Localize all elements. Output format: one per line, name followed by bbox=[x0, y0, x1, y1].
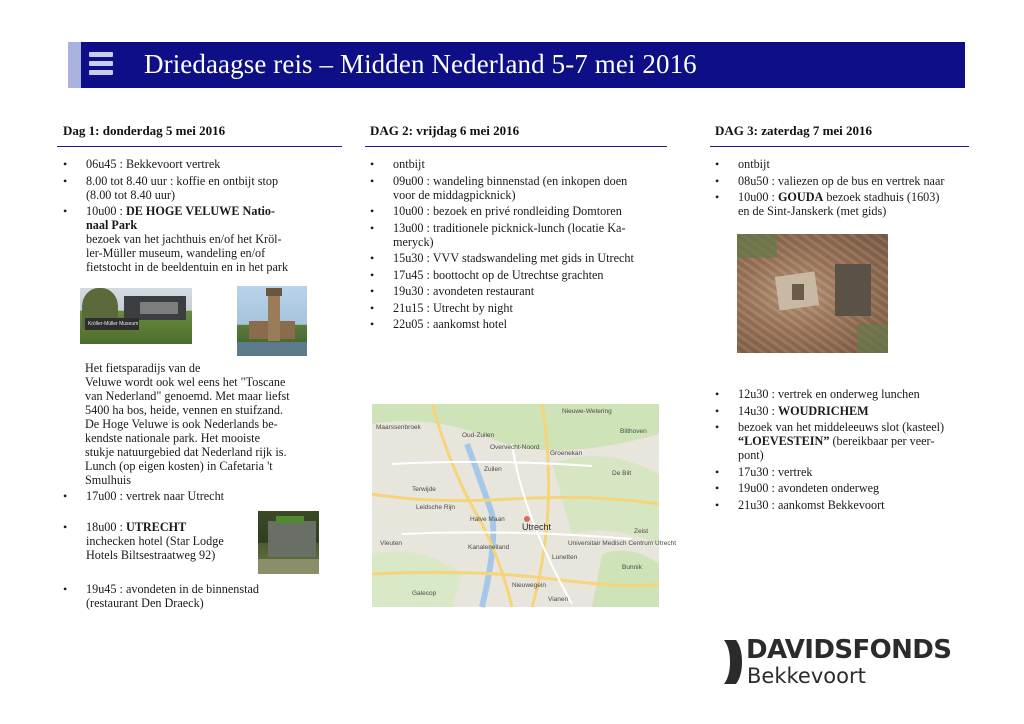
veluwe-paragraph: Het fietsparadijs van de Veluwe wordt ook wel eens het "Toscane van Nederland" genoemd. Met maar liefst 5400 ha bos, heide, vennen en stuifzand. De Hoge Veluwe is ook Nederlands be- kendste nationale park. Het mooiste stukje natuurgebied dat Nederland rijk is. Lunch (op eigen kosten) in Cafetaria 't Smulhuis bbox=[85, 361, 290, 487]
map-label: Halve Maan bbox=[470, 516, 505, 523]
map-label: Terwijde bbox=[412, 486, 436, 493]
map-label: Bunnik bbox=[622, 564, 642, 571]
list-item: • 10u00 : GOUDA bezoek stadhuis (1603) en de Sint-Janskerk (met gids) bbox=[713, 190, 973, 218]
list-item: • 17u00 : vertrek naar Utrecht bbox=[61, 489, 261, 503]
banner-accent-bar bbox=[68, 42, 81, 88]
map-label: Universitair Medisch Centrum Utrecht bbox=[568, 540, 677, 547]
day1-heading: Dag 1: donderdag 5 mei 2016 bbox=[63, 123, 226, 138]
map-label: Nieuwe-Wetering bbox=[562, 408, 612, 415]
map-label: Nieuwegein bbox=[512, 582, 546, 589]
logo-brand: DAVIDSFONDS bbox=[746, 635, 952, 665]
day1-list-evening bbox=[61, 489, 261, 506]
map-label: Maarssenbroek bbox=[376, 424, 421, 431]
day1-list-utrecht bbox=[61, 520, 261, 565]
list-item: • bezoek van het middeleeuws slot (kasteel) “LOEVESTEIN” (bereikbaar per veer- pont) bbox=[713, 420, 973, 462]
list-item: • 13u00 : traditionele picknick-lunch (locatie Ka- meryck) bbox=[368, 221, 668, 249]
list-item: • 17u45 : boottocht op de Utrechtse grachten bbox=[368, 268, 668, 282]
list-item: • ontbijt bbox=[368, 157, 668, 171]
museum-sign-text: Kröller-Müller Museum bbox=[88, 321, 139, 327]
list-item: • 18u00 : UTRECHT inchecken hotel (Star Lodge Hotels Biltsestraatweg 92) bbox=[61, 520, 261, 562]
list-item: • 19u30 : avondeten restaurant bbox=[368, 284, 668, 298]
day2-rule bbox=[365, 146, 667, 147]
museum-photo bbox=[80, 288, 192, 344]
day3-rule bbox=[710, 146, 969, 147]
map-label: Overvecht-Noord bbox=[490, 444, 540, 451]
day3-list bbox=[713, 157, 973, 221]
map-label: Galecop bbox=[412, 590, 437, 597]
gouda-aerial-photo bbox=[737, 234, 888, 353]
header-banner bbox=[68, 42, 965, 88]
day2-heading: DAG 2: vrijdag 6 mei 2016 bbox=[370, 123, 520, 138]
list-item: • 06u45 : Bekkevoort vertrek bbox=[61, 157, 351, 171]
list-item: • 19u00 : avondeten onderweg bbox=[713, 481, 973, 495]
day1-list-dinner bbox=[61, 582, 351, 613]
list-item: • 08u50 : valiezen op de bus en vertrek naar bbox=[713, 174, 973, 188]
list-item: • 21u15 : Utrecht by night bbox=[368, 301, 668, 315]
day3-list-afternoon bbox=[713, 387, 973, 514]
list-item: • 10u00 : DE HOGE VELUWE Natio- naal Park bezoek van het jachthuis en/of het Kröl- ler-Müller museum, wandeling en/of fietstocht in de beeldentuin en in het park bbox=[61, 204, 351, 274]
list-item: • 21u30 : aankomst Bekkevoort bbox=[713, 498, 973, 512]
map-label: Groenekan bbox=[550, 450, 583, 457]
list-item: • 12u30 : vertrek en onderweg lunchen bbox=[713, 387, 973, 401]
map-label: Bilthoven bbox=[620, 428, 647, 435]
menu-icon[interactable] bbox=[89, 52, 113, 78]
jachthuis-tower-photo bbox=[237, 286, 307, 356]
day2-list bbox=[368, 157, 668, 334]
hotel-photo bbox=[258, 511, 319, 574]
day1-list bbox=[61, 157, 351, 277]
day3-heading: DAG 3: zaterdag 7 mei 2016 bbox=[715, 123, 873, 138]
list-item: • 10u00 : bezoek en privé rondleiding Domtoren bbox=[368, 204, 668, 218]
list-item: • 17u30 : vertrek bbox=[713, 465, 973, 479]
map-label: Zuilen bbox=[484, 466, 502, 473]
list-item: • 15u30 : VVV stadswandeling met gids in Utrecht bbox=[368, 251, 668, 265]
map-label: De Bilt bbox=[612, 470, 632, 477]
list-item: • 09u00 : wandeling binnenstad (en inkopen doen voor de middagpicknick) bbox=[368, 174, 668, 202]
davidsfonds-logo bbox=[722, 637, 962, 691]
page-title: Driedaagse reis – Midden Nederland 5-7 mei 2016 bbox=[144, 49, 697, 79]
map-label: Lunetten bbox=[552, 554, 578, 561]
map-label: Kanaleneiland bbox=[468, 544, 510, 551]
map-label: Oud-Zuilen bbox=[462, 432, 495, 439]
list-item: • 19u45 : avondeten in de binnenstad (restaurant Den Draeck) bbox=[61, 582, 351, 610]
list-item: • 22u05 : aankomst hotel bbox=[368, 317, 668, 331]
map-label: Leidsche Rijn bbox=[416, 504, 456, 511]
map-label: Vleuten bbox=[380, 540, 403, 547]
utrecht-map[interactable] bbox=[372, 404, 677, 607]
map-label: Zeist bbox=[634, 528, 649, 535]
davidsfonds-mark-icon bbox=[722, 640, 742, 684]
list-item: • ontbijt bbox=[713, 157, 973, 171]
map-label: Vianen bbox=[548, 596, 569, 603]
list-item: • 8.00 tot 8.40 uur : koffie en ontbijt stop (8.00 tot 8.40 uur) bbox=[61, 174, 351, 202]
map-city-label: Utrecht bbox=[522, 522, 552, 532]
list-item: • 14u30 : WOUDRICHEM bbox=[713, 404, 973, 418]
logo-sub: Bekkevoort bbox=[747, 664, 866, 688]
day1-rule bbox=[57, 146, 342, 147]
